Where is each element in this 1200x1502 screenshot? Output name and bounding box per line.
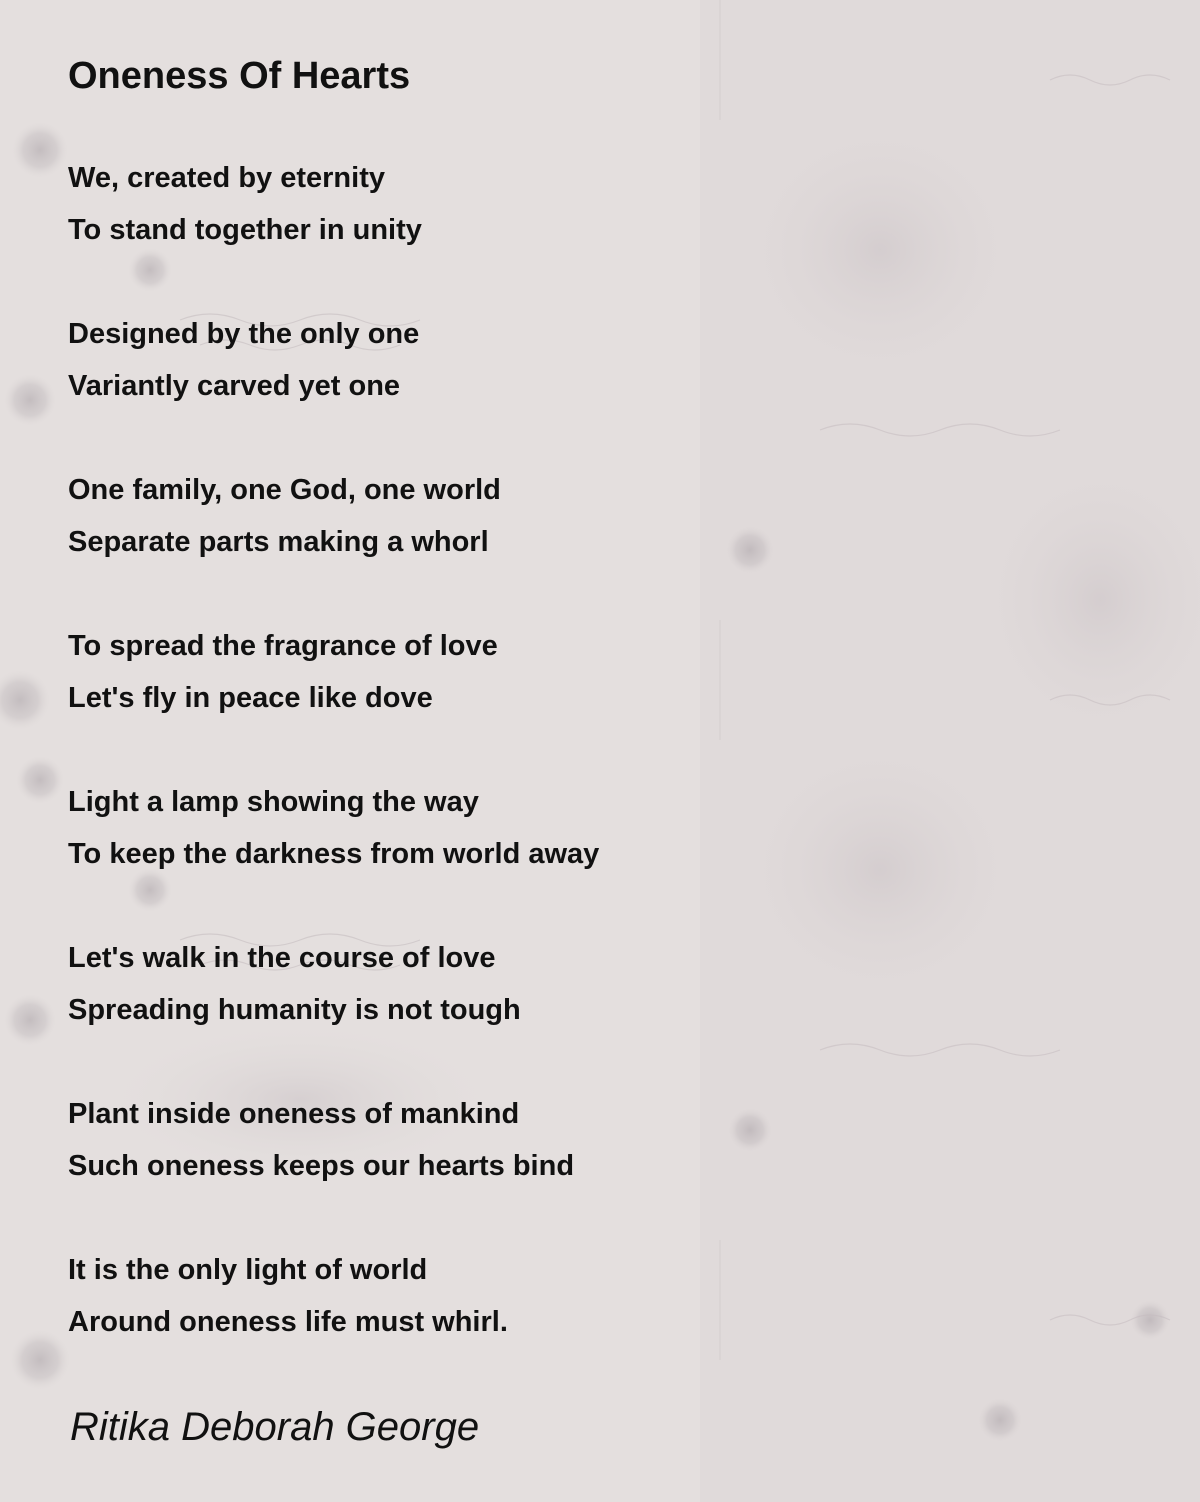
poem-line: Such oneness keeps our hearts bind	[68, 1150, 575, 1182]
poem-body	[68, 152, 1128, 1348]
poem-line: Spreading humanity is not tough	[68, 994, 521, 1026]
poem-stanza	[68, 776, 1128, 880]
poem-line: To stand together in unity	[68, 214, 422, 246]
poem-author: Ritika Deborah George	[70, 1405, 480, 1449]
poem-stanza	[68, 464, 1128, 568]
poem-line: Light a lamp showing the way	[68, 786, 479, 818]
poem-stanza	[68, 620, 1128, 724]
poem-stanza	[68, 1244, 1128, 1348]
poem-stanza	[68, 932, 1128, 1036]
poem-stanza	[68, 1088, 1128, 1192]
poem-line: Designed by the only one	[68, 318, 420, 350]
poem-stanza	[68, 308, 1128, 412]
poem-line: Plant inside oneness of mankind	[68, 1098, 520, 1130]
poem-stanza	[68, 152, 1128, 256]
poem-line: We, created by eternity	[68, 162, 385, 194]
poem-line: Let's fly in peace like dove	[68, 682, 433, 714]
poem-line: Variantly carved yet one	[68, 370, 401, 402]
poem-container	[68, 52, 1128, 1400]
poem-title: Oneness Of Hearts	[68, 55, 411, 97]
poem-line: Separate parts making a whorl	[68, 526, 489, 558]
poem-line: One family, one God, one world	[68, 474, 501, 506]
poem-line: It is the only light of world	[68, 1254, 428, 1286]
poem-line: To keep the darkness from world away	[68, 838, 600, 870]
poem-line: Let's walk in the course of love	[68, 942, 496, 974]
poem-line: To spread the fragrance of love	[68, 630, 498, 662]
poem-line: Around oneness life must whirl.	[68, 1306, 508, 1338]
